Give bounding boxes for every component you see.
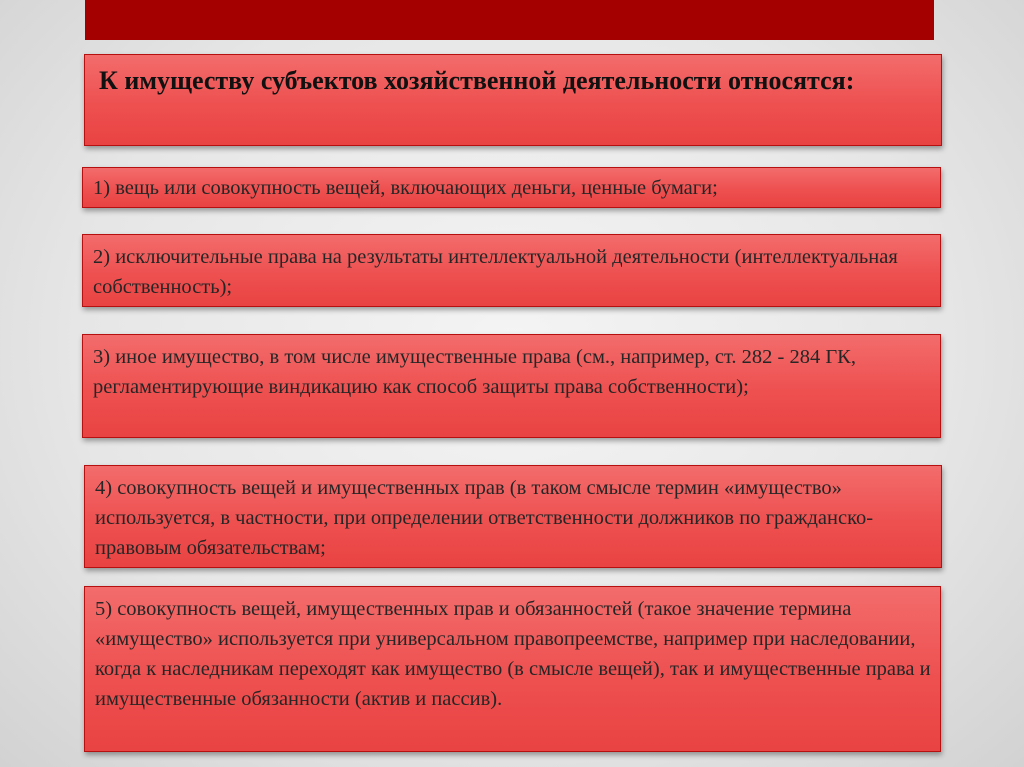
top-accent-bar xyxy=(85,0,934,40)
list-item-3: 3) иное имущество, в том числе имущественные права (см., например, ст. 282 - 284 ГК, регламентирующие виндикацию как способ защиты права собственности); xyxy=(82,334,941,438)
list-item-1: 1) вещь или совокупность вещей, включающих деньги, ценные бумаги; xyxy=(82,167,941,208)
list-item-5: 5) совокупность вещей, имущественных прав и обязанностей (такое значение термина «имущество» используется при универсальном правопреемстве, например при наследовании, когда к наследникам переходят как имущество (в смысле вещей), так и имущественные права и имущественные обязанности (актив и пассив). xyxy=(84,586,941,752)
list-item-2: 2) исключительные права на результаты интеллектуальной деятельности (интеллектуальная собственность); xyxy=(82,234,941,307)
slide-title: К имуществу субъектов хозяйственной деятельности относятся: xyxy=(84,54,942,146)
list-item-4: 4) совокупность вещей и имущественных прав (в таком смысле термин «имущество» используется, в частности, при определении ответственности должников по гражданско-правовым обязательствам; xyxy=(84,465,942,568)
